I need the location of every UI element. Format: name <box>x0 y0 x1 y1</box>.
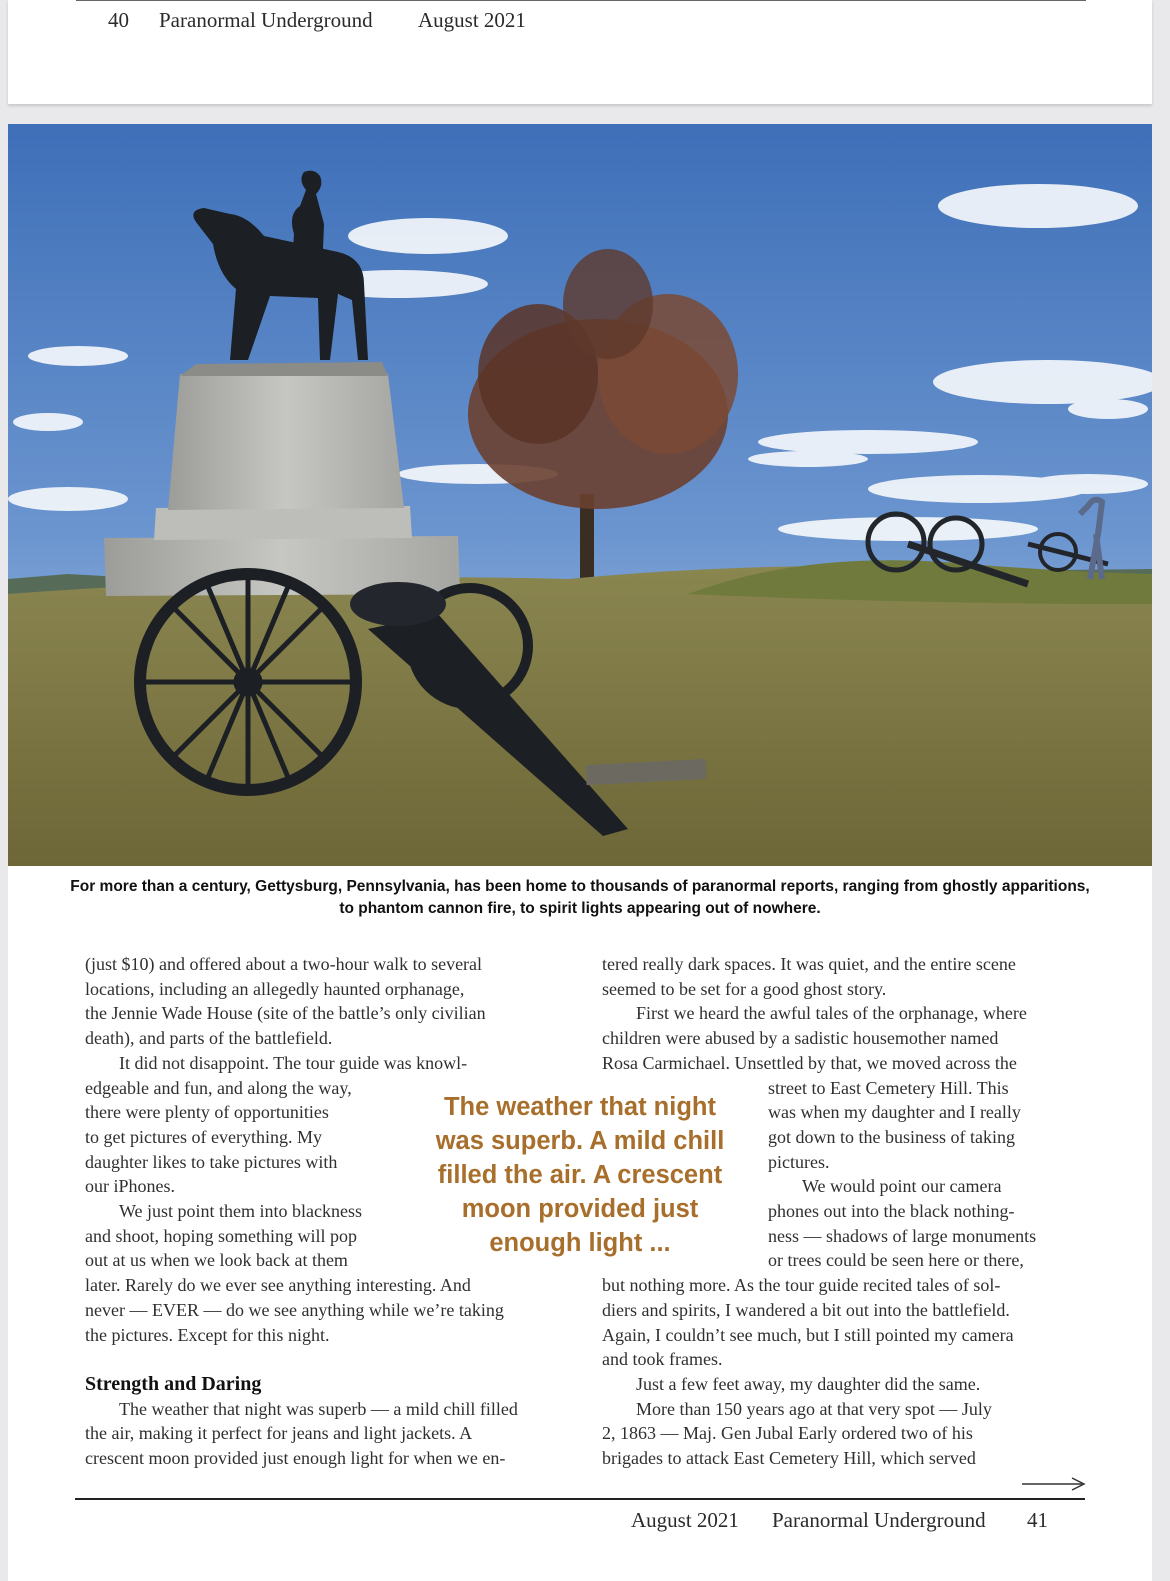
top-issue-date: August 2021 <box>418 8 526 32</box>
pull-quote-line: enough light ... <box>489 1229 671 1257</box>
text-line: death), and parts of the battlefield. <box>85 1028 333 1049</box>
text-line: locations, including an allegedly haunted orphanage, <box>85 978 465 999</box>
subhead: Strength and Daring <box>85 1372 262 1395</box>
text-line: the air, making it perfect for jeans and light jackets. A <box>85 1423 473 1444</box>
text-line: or trees could be seen here or there, <box>768 1250 1024 1271</box>
arrow-right-icon <box>1022 1476 1086 1492</box>
text-line: crescent moon provided just enough light for when we en- <box>85 1448 506 1469</box>
pull-quote <box>420 1090 740 1260</box>
pull-quote-line: was superb. A mild chill <box>435 1127 725 1155</box>
text-line: phones out into the black nothing- <box>768 1201 1015 1222</box>
top-publication-name: Paranormal Underground <box>159 8 373 32</box>
text-line: brigades to attack East Cemetery Hill, which served <box>602 1448 976 1469</box>
text-line: Again, I couldn’t see much, but I still pointed my camera <box>602 1324 1014 1345</box>
text-line: ness — shadows of large monuments <box>768 1225 1037 1246</box>
text-line: daughter likes to take pictures with <box>85 1151 338 1172</box>
text-line: the pictures. Except for this night. <box>85 1324 330 1345</box>
pull-quote-line: moon provided just <box>461 1195 699 1223</box>
text-line: (just $10) and offered about a two-hour walk to several <box>85 954 483 974</box>
text-line: never — EVER — do we see anything while we’re taking <box>85 1299 504 1320</box>
paragraph-start: We just point them into blackness <box>119 1201 363 1222</box>
top-page-number: 40 <box>108 8 129 32</box>
photo-caption: For more than a century, Gettysburg, Pennsylvania, has been home to thousands of paranormal reports, ranging from ghostly apparitions, to phantom cannon fire, to spirit lights appearing out of nowhere. <box>70 878 1090 917</box>
paragraph-start: Just a few feet away, my daughter did the same. <box>636 1373 981 1394</box>
magazine-page <box>8 124 1152 1581</box>
text-line: tered really dark spaces. It was quiet, and the entire scene <box>602 954 1016 974</box>
top-rule <box>76 0 1086 1</box>
bottom-publication-name: Paranormal Underground <box>772 1508 986 1532</box>
text-line: Rosa Carmichael. Unsettled by that, we moved across the <box>602 1052 1017 1073</box>
text-line: to get pictures of everything. My <box>85 1126 322 1147</box>
bottom-issue-date: August 2021 <box>631 1508 739 1532</box>
pull-quote-line: The weather that night <box>443 1093 716 1121</box>
pull-quote-line: filled the air. A crescent <box>437 1161 723 1189</box>
gettysburg-photo <box>8 124 1152 866</box>
bottom-page-number: 41 <box>1027 1508 1048 1532</box>
previous-page-strip <box>8 0 1152 104</box>
text-line: diers and spirits, I wandered a bit out into the battlefield. <box>602 1299 1010 1320</box>
text-line: and shoot, hoping something will pop <box>85 1225 357 1246</box>
text-line: our iPhones. <box>85 1176 175 1197</box>
text-line: edgeable and fun, and along the way, <box>85 1077 352 1098</box>
bottom-rule <box>75 1498 1085 1500</box>
paragraph-start: It did not disappoint. The tour guide was knowl- <box>119 1052 468 1073</box>
text-line: and took frames. <box>602 1349 723 1370</box>
text-line: out at us when we look back at them <box>85 1250 348 1271</box>
text-line: 2, 1863 — Maj. Gen Jubal Early ordered two of his <box>602 1423 973 1444</box>
text-line: but nothing more. As the tour guide recited tales of sol- <box>602 1275 1001 1296</box>
paragraph-start: The weather that night was superb — a mild chill filled <box>119 1398 518 1419</box>
text-line: got down to the business of taking <box>768 1126 1015 1147</box>
text-line: seemed to be set for a good ghost story. <box>602 978 887 999</box>
text-line: later. Rarely do we ever see anything interesting. And <box>85 1275 471 1296</box>
paragraph-start: First we heard the awful tales of the orphanage, where <box>636 1003 1027 1024</box>
text-line: children were abused by a sadistic housemother named <box>602 1028 999 1049</box>
text-line: pictures. <box>768 1151 830 1172</box>
text-line: the Jennie Wade House (site of the battle’s only civilian <box>85 1003 486 1024</box>
text-line: was when my daughter and I really <box>768 1102 1021 1123</box>
text-line: there were plenty of opportunities <box>85 1102 329 1123</box>
paragraph-start: We would point our camera <box>802 1176 1002 1197</box>
paragraph-start: More than 150 years ago at that very spot — July <box>636 1398 992 1419</box>
text-line: street to East Cemetery Hill. This <box>768 1077 1009 1098</box>
